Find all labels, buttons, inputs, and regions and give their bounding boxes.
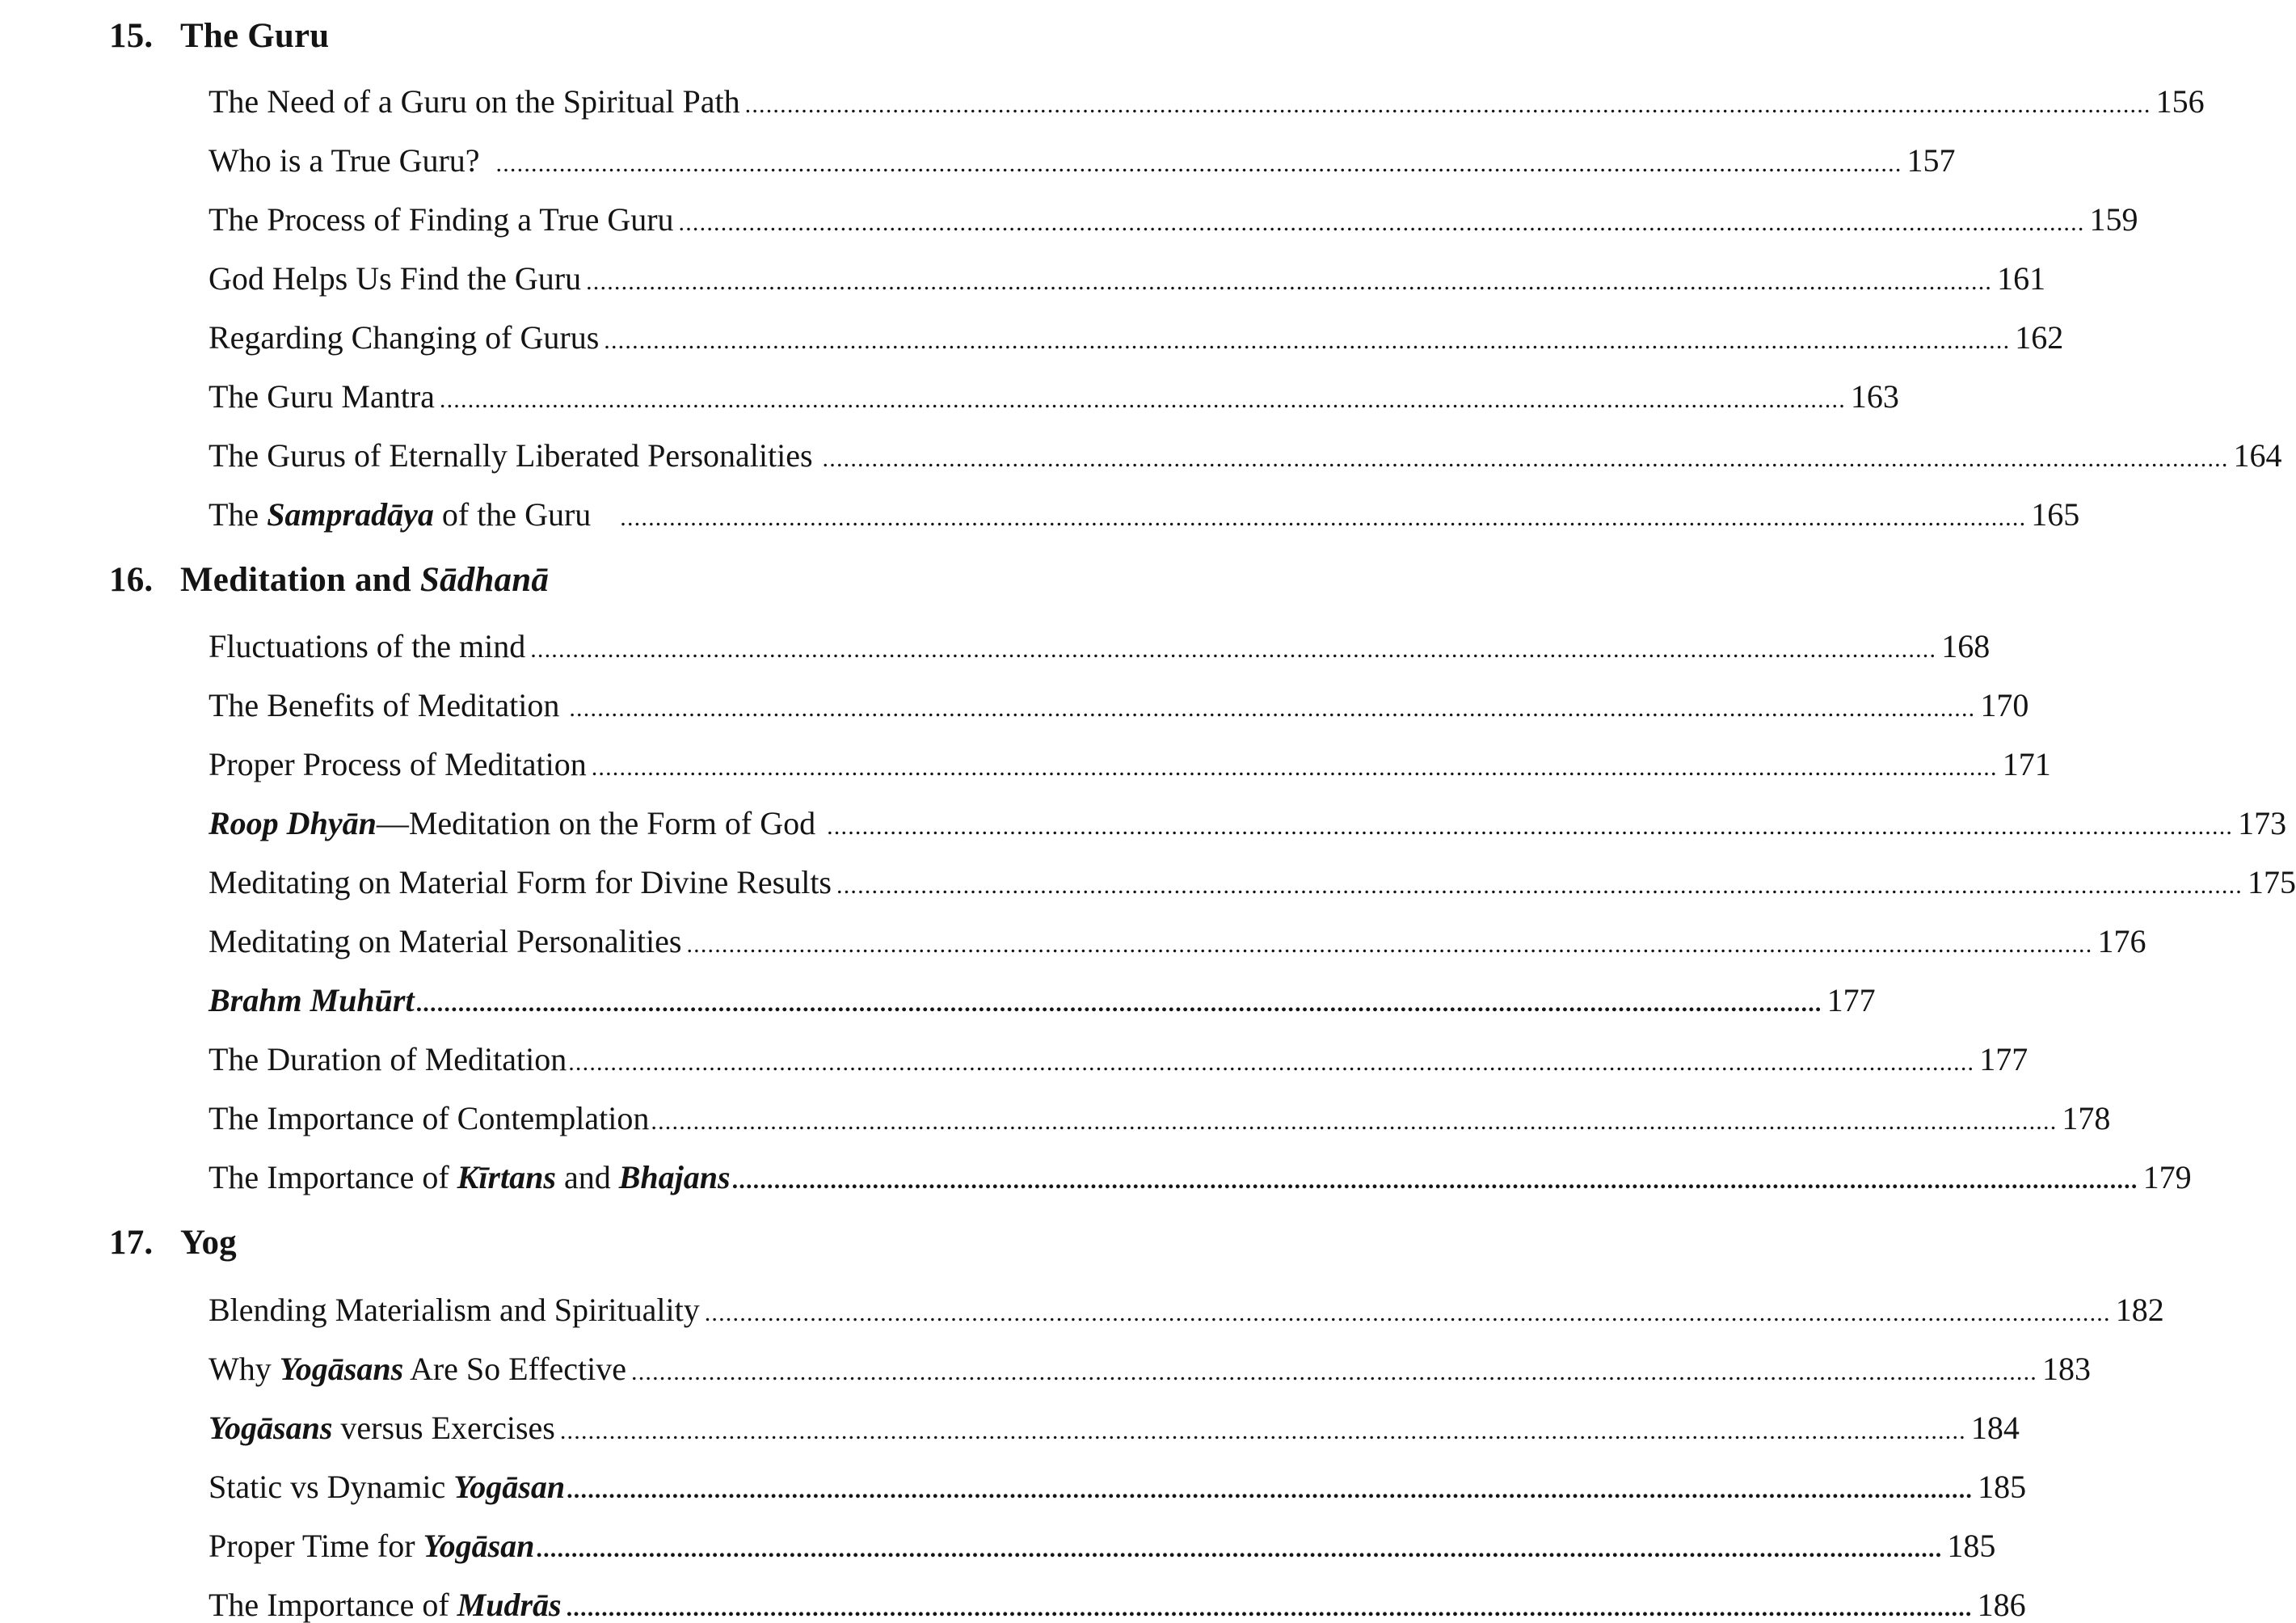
toc-entry[interactable] bbox=[209, 864, 2296, 900]
dot-leader: ........................................................................................................................................................................................................ bbox=[569, 695, 1976, 722]
toc-entry[interactable] bbox=[209, 1292, 2164, 1328]
entry-title: Proper Process of Meditation bbox=[209, 746, 587, 782]
toc-entry[interactable] bbox=[209, 628, 1991, 664]
dot-leader: ........................................................................................................................................................................................................ bbox=[704, 1300, 2111, 1326]
entry-title: Fluctuations of the mind bbox=[209, 628, 526, 664]
entry-page-number: 176 bbox=[2097, 923, 2146, 959]
entry-title: Static vs Dynamic Yogāsan bbox=[209, 1469, 566, 1505]
entry-title: Regarding Changing of Gurus bbox=[209, 319, 600, 356]
entry-page-number: 177 bbox=[1979, 1041, 2028, 1077]
dot-leader: ........................................................................................................................................................................................................ bbox=[568, 1049, 1975, 1076]
dot-leader: ........................................................................................................................................................................................................ bbox=[530, 636, 1937, 663]
toc-entry[interactable] bbox=[209, 1469, 2027, 1505]
toc-entry[interactable] bbox=[209, 982, 1876, 1018]
dot-leader: ........................................................................................................................................................................................................ bbox=[651, 1108, 2058, 1135]
dot-leader: ........................................................................................................................................................................................................ bbox=[620, 504, 2027, 531]
entry-page-number: 178 bbox=[2062, 1100, 2111, 1136]
entry-title: Roop Dhyān—Meditation on the Form of God bbox=[209, 805, 816, 841]
entry-page-number: 185 bbox=[1978, 1469, 2027, 1505]
dot-leader: ........................................................................................................................................................................................................ bbox=[678, 209, 2085, 236]
dot-leader: ........................................................................................................................................................................................................ bbox=[604, 327, 2011, 354]
entry-page-number: 171 bbox=[2002, 746, 2051, 782]
entry-page-number: 177 bbox=[1826, 982, 1876, 1018]
toc-entry[interactable] bbox=[209, 687, 2029, 723]
entry-title: The Process of Finding a True Guru bbox=[209, 201, 674, 238]
dot-leader: ........................................................................................................................................................................................................ bbox=[566, 1595, 1973, 1621]
dot-leader: ........................................................................................................................................................................................................ bbox=[836, 872, 2243, 899]
entry-page-number: 184 bbox=[1970, 1410, 2020, 1446]
entry-page-number: 157 bbox=[1906, 142, 1956, 179]
chapter-title: The Guru bbox=[180, 17, 330, 55]
entry-title: The Guru Mantra bbox=[209, 378, 435, 415]
entry-title: Who is a True Guru? bbox=[209, 142, 480, 179]
entry-title: Meditating on Material Form for Divine Results bbox=[209, 864, 832, 900]
dot-leader: ........................................................................................................................................................................................................ bbox=[744, 91, 2151, 118]
toc-entry[interactable] bbox=[209, 1410, 2020, 1446]
toc-entry[interactable] bbox=[209, 142, 1956, 179]
entry-page-number: 179 bbox=[2142, 1159, 2192, 1195]
dot-leader: ........................................................................................................................................................................................................ bbox=[567, 1477, 1974, 1503]
entry-page-number: 159 bbox=[2089, 201, 2138, 238]
toc-entry[interactable] bbox=[209, 923, 2146, 959]
entry-page-number: 173 bbox=[2238, 805, 2287, 841]
chapter-title: Yog bbox=[180, 1224, 237, 1262]
entry-title: God Helps Us Find the Guru bbox=[209, 260, 582, 297]
dot-leader: ........................................................................................................................................................................................................ bbox=[415, 990, 1822, 1017]
entry-page-number: 170 bbox=[1980, 687, 2029, 723]
dot-leader: ........................................................................................................................................................................................................ bbox=[631, 1359, 2037, 1385]
entry-title: Blending Materialism and Spirituality bbox=[209, 1292, 700, 1328]
toc-entry[interactable] bbox=[209, 746, 2051, 782]
chapter-heading bbox=[109, 560, 549, 600]
entry-page-number: 175 bbox=[2248, 864, 2296, 900]
toc-entry[interactable] bbox=[209, 201, 2138, 238]
entry-title: The Importance of Mudrās bbox=[209, 1587, 562, 1623]
dot-leader: ........................................................................................................................................................................................................ bbox=[686, 931, 2093, 958]
entry-page-number: 165 bbox=[2031, 496, 2080, 533]
entry-page-number: 168 bbox=[1941, 628, 1991, 664]
toc-entry[interactable] bbox=[209, 1041, 2028, 1077]
dot-leader: ........................................................................................................................................................................................................ bbox=[559, 1418, 1966, 1444]
entry-page-number: 183 bbox=[2042, 1351, 2091, 1387]
dot-leader: ........................................................................................................................................................................................................ bbox=[822, 445, 2229, 472]
entry-title: Yogāsans versus Exercises bbox=[209, 1410, 555, 1446]
chapter-heading bbox=[109, 16, 329, 56]
entry-title: The Sampradāya of the Guru bbox=[209, 496, 592, 533]
chapter-number: 16. bbox=[109, 561, 154, 599]
entry-page-number: 162 bbox=[2015, 319, 2064, 356]
dot-leader: ........................................................................................................................................................................................................ bbox=[536, 1536, 1943, 1562]
dot-leader: ........................................................................................................................................................................................................ bbox=[586, 268, 1993, 295]
chapter-title: Meditation and Sādhanā bbox=[180, 561, 550, 599]
toc-entry[interactable] bbox=[209, 1351, 2091, 1387]
chapter-number: 15. bbox=[109, 17, 154, 55]
entry-title: The Gurus of Eternally Liberated Personalities bbox=[209, 437, 813, 474]
entry-title: Why Yogāsans Are So Effective bbox=[209, 1351, 626, 1387]
toc-entry[interactable] bbox=[209, 1159, 2192, 1195]
entry-page-number: 185 bbox=[1947, 1528, 1996, 1564]
entry-title: The Benefits of Meditation bbox=[209, 687, 560, 723]
entry-page-number: 161 bbox=[1997, 260, 2046, 297]
dot-leader: ........................................................................................................................................................................................................ bbox=[495, 150, 1902, 177]
entry-title: Proper Time for Yogāsan bbox=[209, 1528, 535, 1564]
toc-entry[interactable] bbox=[209, 1587, 2026, 1623]
dot-leader: ........................................................................................................................................................................................................ bbox=[827, 813, 2234, 840]
toc-entry[interactable] bbox=[209, 260, 2046, 297]
toc-entry[interactable] bbox=[209, 378, 1899, 415]
toc-entry[interactable] bbox=[209, 1528, 1996, 1564]
entry-page-number: 182 bbox=[2115, 1292, 2164, 1328]
entry-title: Brahm Muhūrt bbox=[209, 982, 415, 1018]
dot-leader: ........................................................................................................................................................................................................ bbox=[591, 754, 1998, 781]
chapter-heading bbox=[109, 1223, 237, 1263]
entry-title: The Need of a Guru on the Spiritual Path bbox=[209, 83, 740, 120]
toc-entry[interactable] bbox=[209, 83, 2205, 120]
entry-page-number: 156 bbox=[2155, 83, 2205, 120]
toc-entry[interactable] bbox=[209, 805, 2287, 841]
entry-title: The Importance of Contemplation bbox=[209, 1100, 650, 1136]
toc-entry[interactable] bbox=[209, 496, 2080, 533]
entry-title: Meditating on Material Personalities bbox=[209, 923, 682, 959]
entry-page-number: 163 bbox=[1850, 378, 1899, 415]
entry-page-number: 186 bbox=[1977, 1587, 2026, 1623]
entry-page-number: 164 bbox=[2233, 437, 2282, 474]
entry-title: The Duration of Meditation bbox=[209, 1041, 567, 1077]
dot-leader: ........................................................................................................................................................................................................ bbox=[439, 386, 1846, 413]
toc-entry[interactable] bbox=[209, 319, 2064, 356]
toc-entry[interactable] bbox=[209, 1100, 2111, 1136]
toc-entry[interactable] bbox=[209, 437, 2282, 474]
chapter-number: 17. bbox=[109, 1224, 154, 1262]
dot-leader: ........................................................................................................................................................................................................ bbox=[731, 1167, 2138, 1194]
entry-title: The Importance of Kīrtans and Bhajans bbox=[209, 1159, 731, 1195]
